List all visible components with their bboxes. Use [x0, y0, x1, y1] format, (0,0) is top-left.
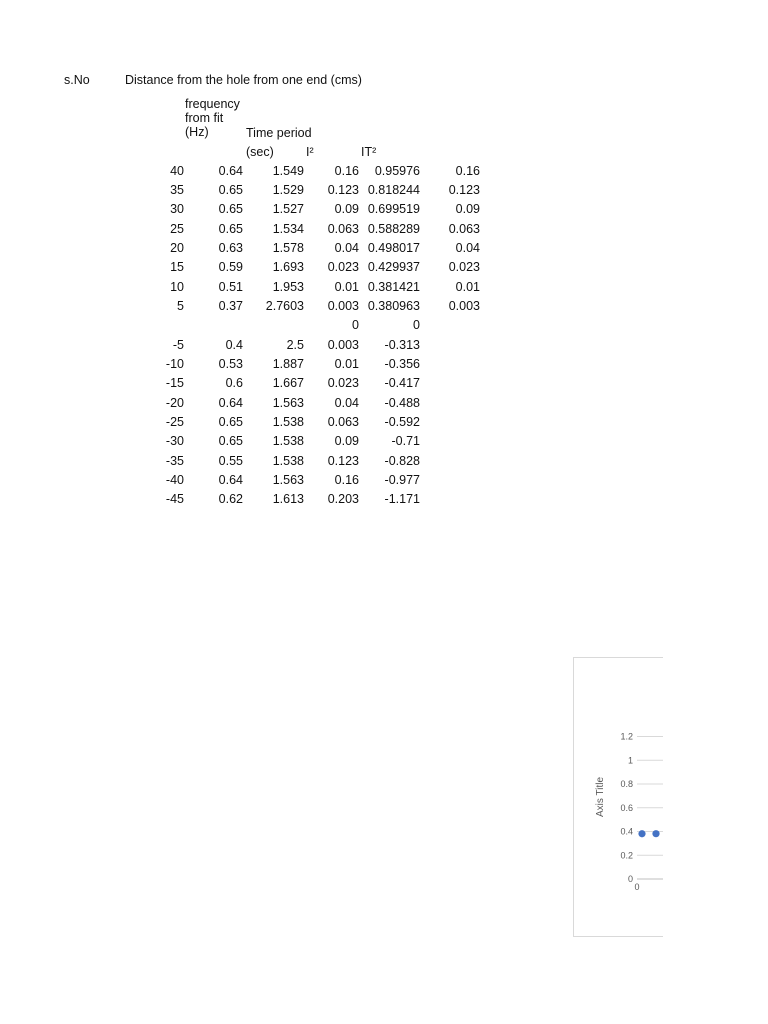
frequency-cell: 0.63	[218, 240, 243, 255]
it-squared-cell: 0.429937	[367, 260, 420, 275]
table-row	[0, 239, 768, 258]
it-squared-cell: -0.417	[384, 376, 420, 391]
i-squared-cell: 0.203	[327, 492, 359, 507]
it-squared-cell: -0.828	[384, 453, 420, 468]
it-squared-cell: -0.356	[384, 357, 420, 371]
frequency-cell: 0.64	[218, 163, 243, 178]
table-row	[0, 432, 768, 451]
x-tick-label: 0	[634, 882, 640, 892]
it-squared-cell: 0	[413, 318, 420, 333]
frequency-cell: 0.64	[218, 395, 243, 410]
distance-cell: -15	[165, 376, 184, 391]
time-period-cell: 1.527	[272, 202, 304, 217]
time-period-cell: 1.578	[272, 240, 304, 255]
header-distance: Distance from the hole from one end (cms)	[125, 73, 362, 87]
frequency-cell: 0.65	[218, 415, 243, 430]
it-squared-cell: -0.71	[391, 434, 420, 449]
data-point[interactable]	[638, 830, 645, 837]
table-row	[0, 413, 768, 432]
table-row	[0, 181, 768, 200]
table-row	[0, 336, 768, 355]
distance-cell: -25	[165, 415, 184, 430]
y-tick-label: 0	[627, 874, 633, 884]
y-tick-label: 1.2	[620, 731, 633, 742]
y-tick-label: 0.8	[620, 779, 633, 789]
i-squared-cell: 0	[352, 318, 359, 333]
table-row	[0, 452, 768, 471]
table-row	[0, 355, 768, 374]
time-period-cell: 1.538	[272, 434, 304, 449]
i-squared-cell: 0.16	[334, 163, 359, 178]
time-period-cell: 1.613	[272, 492, 304, 507]
frequency-cell: 0.65	[218, 182, 243, 197]
time-period-cell: 1.534	[272, 221, 304, 236]
it-squared-cell: 0.381421	[367, 279, 420, 294]
i-squared-cell: 0.04	[334, 240, 359, 255]
frequency-cell: 0.62	[218, 492, 243, 507]
it-squared-cell: -0.977	[384, 473, 420, 488]
distance-cell: -45	[165, 492, 184, 507]
extra-cell: 0.023	[448, 260, 480, 275]
it-squared-cell: -0.313	[384, 337, 420, 352]
distance-cell: 25	[170, 221, 184, 236]
time-period-cell: 1.563	[272, 473, 304, 488]
time-period-cell: 1.563	[272, 395, 304, 410]
extra-cell: 0.16	[455, 163, 480, 178]
table-row	[0, 220, 768, 239]
table-row	[0, 258, 768, 277]
i-squared-cell: 0.003	[327, 298, 359, 313]
time-period-cell: 2.5	[286, 337, 304, 352]
time-period-cell: 2.7603	[265, 298, 304, 313]
i-squared-cell: 0.003	[327, 337, 359, 352]
i-squared-cell: 0.09	[334, 202, 359, 217]
frequency-cell: 0.65	[218, 221, 243, 236]
table-row	[0, 200, 768, 219]
header-frequency: frequency	[185, 97, 240, 111]
distance-cell: -5	[172, 337, 184, 352]
i-squared-cell: 0.01	[334, 279, 359, 294]
header-frequency-unit: (Hz)	[185, 125, 209, 139]
distance-cell: -30	[165, 434, 184, 449]
time-period-cell: 1.887	[272, 357, 304, 371]
distance-cell: 15	[170, 260, 184, 275]
header-it-squared: IT²	[361, 145, 377, 159]
table-row	[0, 162, 768, 181]
distance-cell: -20	[165, 395, 184, 410]
header-time-period: Time period	[246, 126, 312, 140]
time-period-cell: 1.538	[272, 415, 304, 430]
table-row	[0, 394, 768, 413]
distance-cell: 40	[170, 163, 184, 178]
frequency-cell: 0.37	[218, 298, 243, 313]
it-squared-cell: 0.818244	[367, 182, 420, 197]
extra-cell: 0.123	[448, 182, 480, 197]
frequency-cell: 0.64	[218, 473, 243, 488]
time-period-cell: 1.549	[272, 163, 304, 178]
time-period-cell: 1.538	[272, 453, 304, 468]
distance-cell: -10	[165, 357, 184, 371]
i-squared-cell: 0.063	[327, 415, 359, 430]
it-squared-cell: 0.699519	[367, 202, 420, 217]
frequency-cell: 0.59	[218, 260, 243, 275]
time-period-cell: 1.529	[272, 182, 304, 197]
header-i-squared: I²	[306, 145, 314, 159]
scatter-chart	[574, 658, 663, 936]
distance-cell: 10	[170, 279, 184, 294]
y-tick-label: 0.6	[620, 802, 633, 813]
time-period-cell: 1.667	[272, 376, 304, 391]
chart-area[interactable]	[573, 657, 663, 937]
i-squared-cell: 0.09	[334, 434, 359, 449]
time-period-cell: 1.953	[272, 279, 304, 294]
distance-cell: 30	[170, 202, 184, 217]
distance-cell: -40	[165, 473, 184, 488]
i-squared-cell: 0.023	[327, 260, 359, 275]
i-squared-cell: 0.123	[327, 182, 359, 197]
data-point[interactable]	[652, 830, 659, 837]
table-row	[0, 297, 768, 316]
i-squared-cell: 0.023	[327, 376, 359, 391]
it-squared-cell: 0.588289	[367, 221, 420, 236]
it-squared-cell: 0.95976	[374, 163, 420, 178]
frequency-cell: 0.6	[225, 376, 243, 391]
it-squared-cell: 0.498017	[367, 240, 420, 255]
table-row	[0, 374, 768, 393]
it-squared-cell: -1.171	[384, 492, 420, 507]
i-squared-cell: 0.04	[334, 395, 359, 410]
table-row	[0, 490, 768, 509]
table-row	[0, 316, 768, 335]
distance-cell: -35	[165, 453, 184, 468]
extra-cell: 0.04	[455, 240, 480, 255]
distance-cell: 5	[177, 298, 184, 313]
time-period-cell: 1.693	[272, 260, 304, 275]
it-squared-cell: 0.380963	[367, 298, 420, 313]
i-squared-cell: 0.123	[327, 453, 359, 468]
frequency-cell: 0.4	[225, 337, 243, 352]
it-squared-cell: -0.488	[384, 395, 420, 410]
y-tick-label: 0.4	[620, 826, 633, 837]
table-row	[0, 278, 768, 297]
frequency-cell: 0.53	[218, 357, 243, 371]
y-tick-label: 1	[627, 755, 633, 766]
distance-cell: 20	[170, 240, 184, 255]
frequency-cell: 0.65	[218, 202, 243, 217]
extra-cell: 0.09	[455, 202, 480, 217]
extra-cell: 0.063	[448, 221, 480, 236]
distance-cell: 35	[170, 182, 184, 197]
y-tick-label: 0.2	[620, 850, 633, 861]
extra-cell: 0.01	[455, 279, 480, 294]
i-squared-cell: 0.16	[334, 473, 359, 488]
frequency-cell: 0.55	[218, 453, 243, 468]
extra-cell: 0.003	[448, 298, 480, 313]
table-row	[0, 471, 768, 490]
i-squared-cell: 0.063	[327, 221, 359, 236]
y-axis-title: Axis Title	[595, 776, 606, 818]
frequency-cell: 0.51	[218, 279, 243, 294]
i-squared-cell: 0.01	[334, 357, 359, 371]
header-time-unit: (sec)	[246, 145, 274, 159]
frequency-cell: 0.65	[218, 434, 243, 449]
it-squared-cell: -0.592	[384, 415, 420, 430]
header-sno: s.No	[64, 73, 90, 87]
header-frequency-2: from fit	[185, 111, 224, 125]
